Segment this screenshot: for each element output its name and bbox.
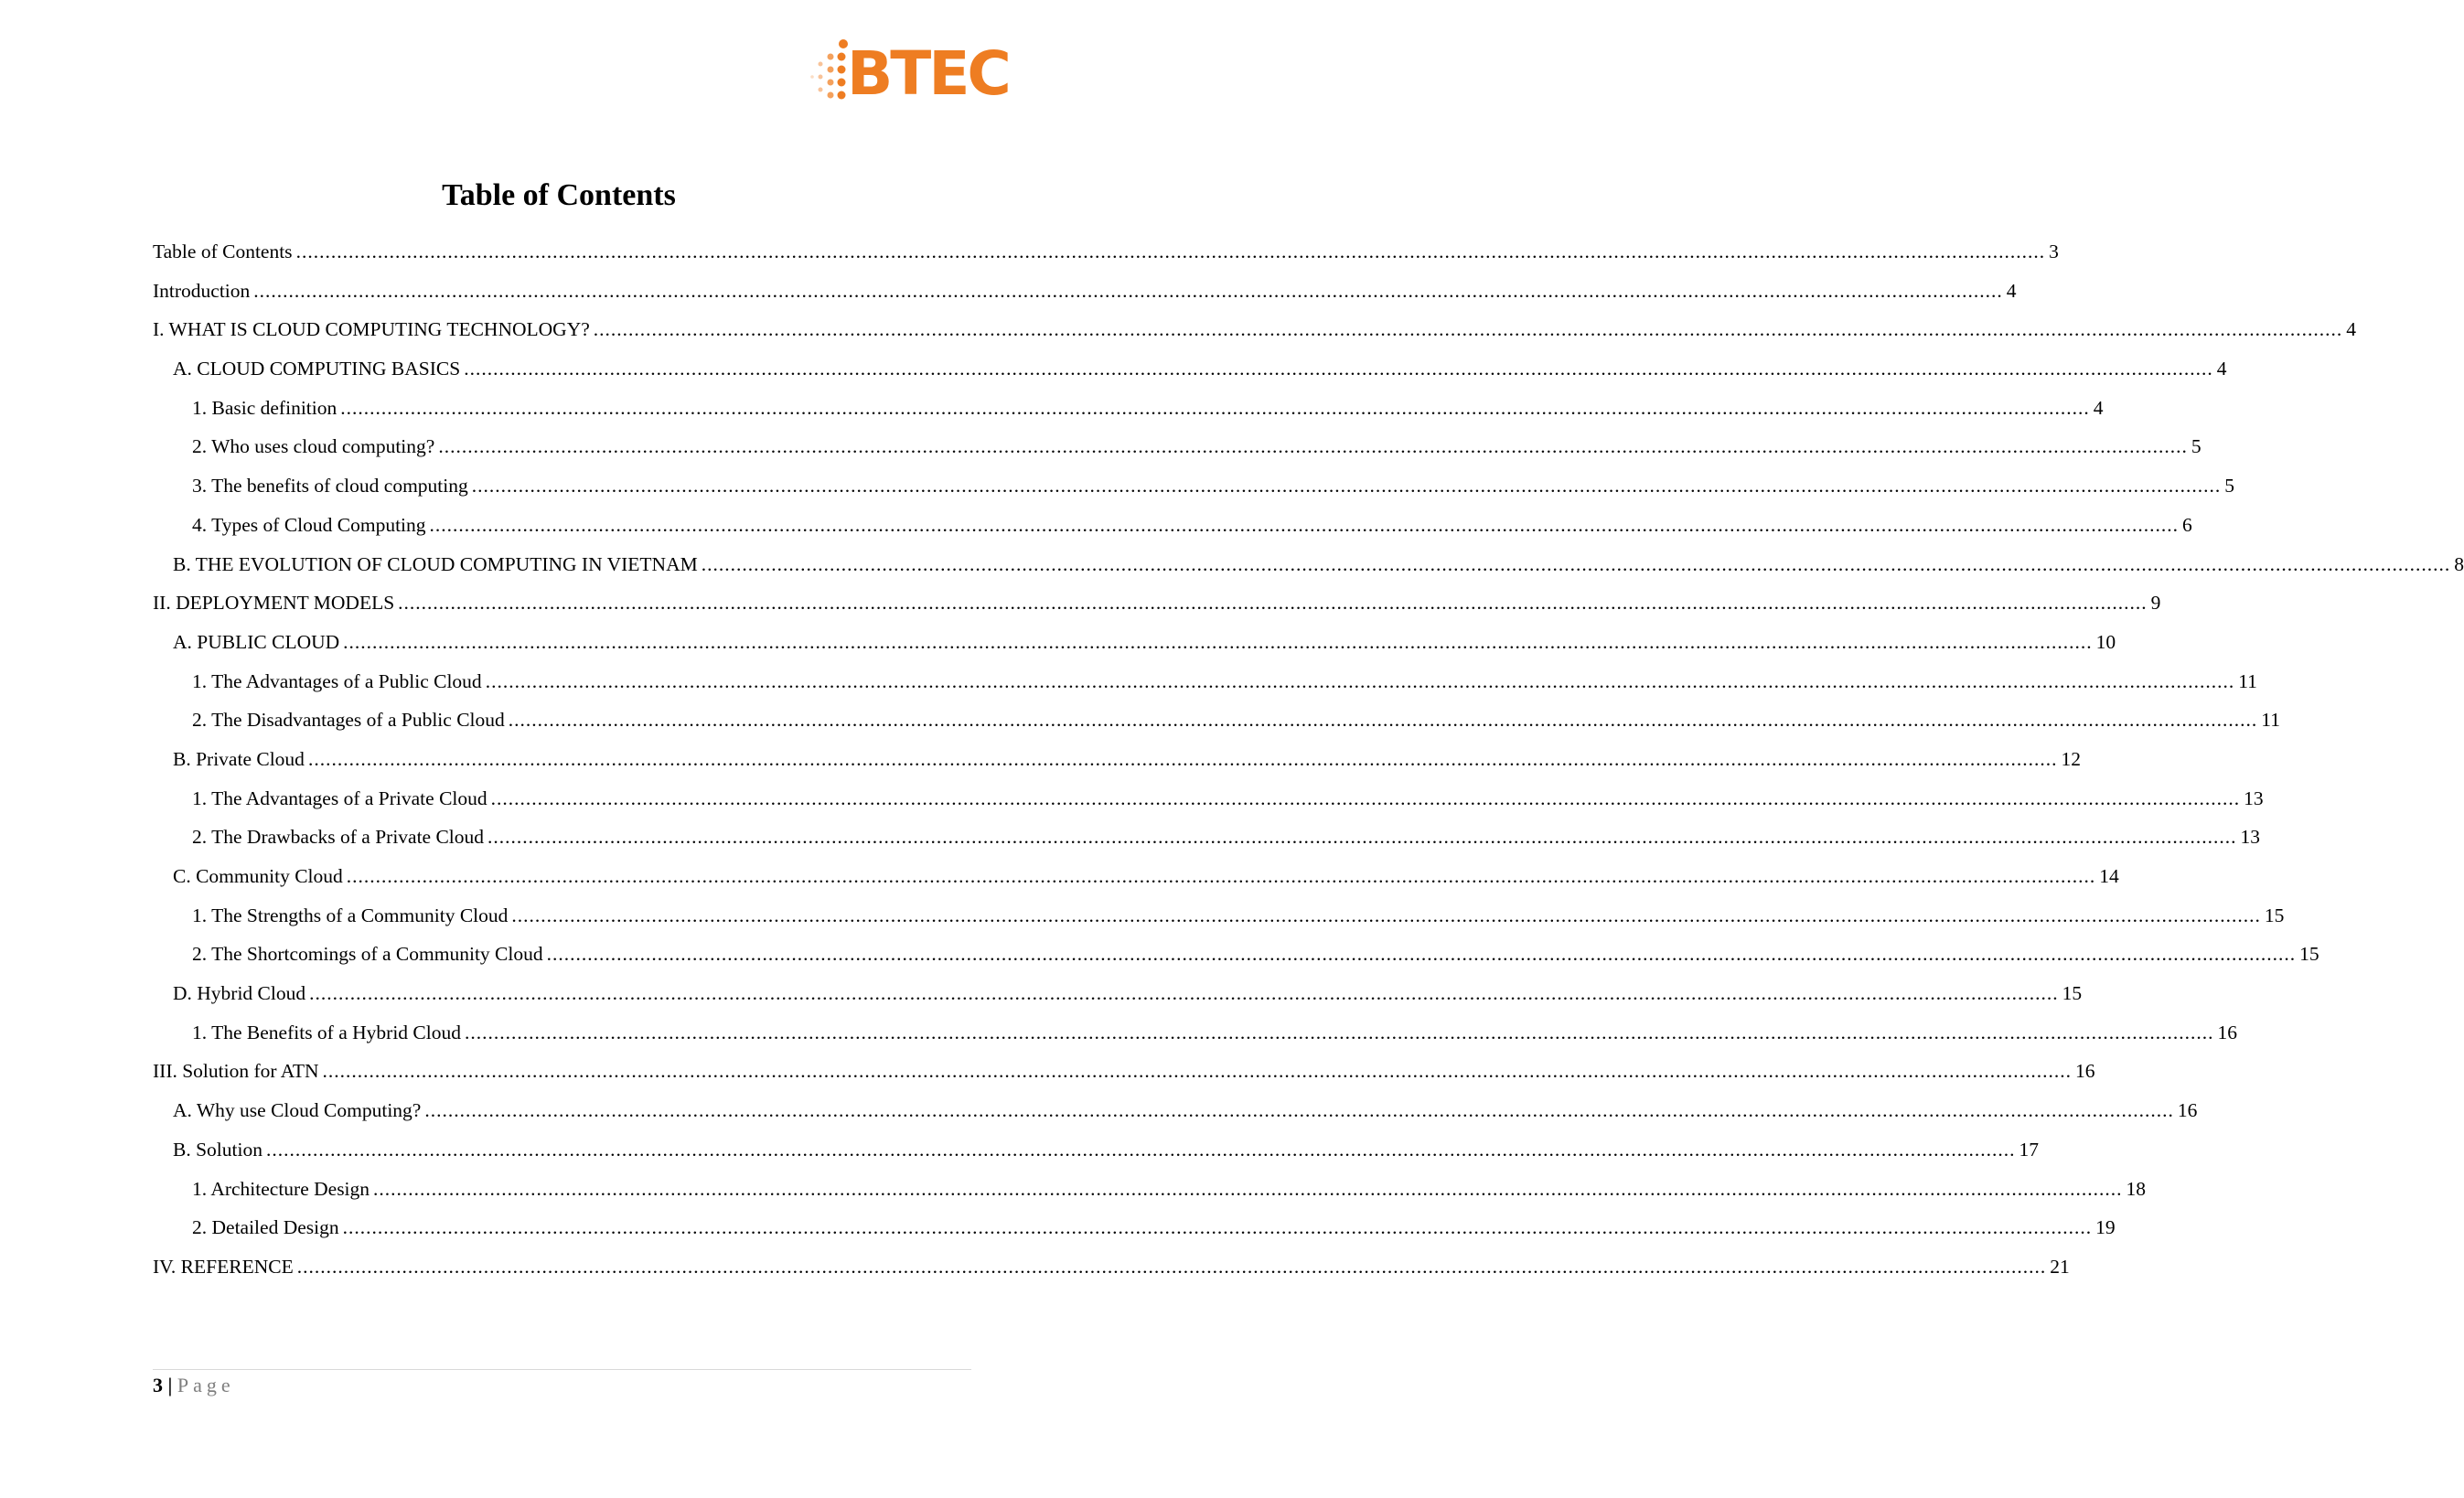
toc-entry[interactable] [153,974,2083,1013]
toc-entry-title: 1. Architecture Design [192,1177,370,1200]
toc-entry[interactable] [153,1130,2039,1170]
toc-dot-leader: ............................................................................................................................................................................................................................................................................................................ [295,241,2046,262]
toc-entry-page: 12 [2061,747,2081,770]
toc-entry[interactable] [153,545,2464,584]
toc-entry-title: C. Community Cloud [173,865,343,887]
toc-entry-title: 2. The Shortcomings of a Community Cloud [192,943,543,966]
toc-entry-title: B. THE EVOLUTION OF CLOUD COMPUTING IN VIETNAM [173,552,698,575]
toc-entry-title: 1. The Advantages of a Private Cloud [192,786,487,809]
toc-entry-title: II. DEPLOYMENT MODELS [153,592,395,615]
toc-entry-title: A. CLOUD COMPUTING BASICS [173,358,461,380]
toc-entry-page: 6 [2182,513,2192,536]
toc-entry-page: 3 [2049,241,2059,262]
toc-dot-leader: ............................................................................................................................................................................................................................................................................................................ [464,358,2213,380]
toc-entry[interactable] [153,857,2119,896]
toc-dot-leader: ............................................................................................................................................................................................................................................................................................................ [471,475,2222,498]
toc-dot-leader: ............................................................................................................................................................................................................................................................................................................ [343,630,2093,653]
toc-entry-title: Introduction [153,279,251,302]
toc-dot-leader: ............................................................................................................................................................................................................................................................................................................ [701,552,2451,575]
toc-entry-page: 9 [2150,592,2161,615]
logo-dots-icon [809,37,849,110]
toc-entry[interactable] [153,466,2234,506]
toc-entry-title: Table of Contents [153,241,293,262]
toc-entry-title: IV. REFERENCE [153,1255,294,1278]
toc-entry-page: 4 [2006,279,2017,302]
toc-entry[interactable] [153,389,2104,428]
page-footer [153,1372,235,1399]
toc-entry[interactable] [153,1247,2070,1287]
toc-entry-title: 1. Basic definition [192,396,337,419]
footer-page-label: Page [177,1374,235,1396]
toc-entry[interactable] [153,506,2192,545]
toc-dot-leader: ............................................................................................................................................................................................................................................................................................................ [322,1060,2073,1083]
toc-entry-page: 11 [2238,669,2257,692]
toc-dot-leader: ............................................................................................................................................................................................................................................................................................................ [487,826,2237,849]
logo-wordmark: BTEC [847,38,1009,109]
toc-entry-title: B. Solution [173,1138,262,1161]
toc-entry-title: I. WHAT IS CLOUD COMPUTING TECHNOLOGY? [153,318,590,341]
toc-entry-title: 3. The benefits of cloud computing [192,475,468,498]
toc-entry-title: 1. The Advantages of a Public Cloud [192,669,482,692]
table-of-contents [153,232,2464,1287]
toc-dot-leader: ............................................................................................................................................................................................................................................................................................................ [511,904,2261,926]
toc-entry-title: 2. The Disadvantages of a Public Cloud [192,709,505,732]
toc-entry-title: 1. The Strengths of a Community Cloud [192,904,509,926]
toc-entry-page: 21 [2050,1255,2070,1278]
toc-entry[interactable] [153,1052,2095,1091]
toc-entry-page: 5 [2191,435,2202,458]
toc-entry-page: 17 [2019,1138,2039,1161]
toc-entry-page: 16 [2177,1099,2198,1122]
toc-dot-leader: ............................................................................................................................................................................................................................................................................................................ [340,396,2090,419]
toc-entry[interactable] [153,623,2116,662]
btec-logo [809,37,1028,110]
toc-entry-page: 13 [2244,786,2264,809]
toc-entry-page: 16 [2075,1060,2095,1083]
toc-entry-title: 2. Who uses cloud computing? [192,435,435,458]
toc-dot-leader: ............................................................................................................................................................................................................................................................................................................ [490,786,2241,809]
page-title: Table of Contents [442,178,676,212]
toc-entry[interactable] [153,583,2161,623]
toc-dot-leader: ............................................................................................................................................................................................................................................................................................................ [438,435,2188,458]
toc-entry-page: 15 [2299,943,2319,966]
toc-entry[interactable] [153,1091,2198,1130]
toc-entry-page: 15 [2062,982,2083,1005]
toc-entry-page: 15 [2264,904,2285,926]
toc-entry-page: 4 [2093,396,2104,419]
toc-entry-title: III. Solution for ATN [153,1060,319,1083]
toc-entry[interactable] [153,779,2264,819]
toc-entry-title: A. Why use Cloud Computing? [173,1099,422,1122]
toc-dot-leader: ............................................................................................................................................................................................................................................................................................................ [309,982,2059,1005]
toc-entry-title: 1. The Benefits of a Hybrid Cloud [192,1021,461,1043]
toc-entry-title: 2. Detailed Design [192,1216,339,1239]
toc-dot-leader: ............................................................................................................................................................................................................................................................................................................ [296,1255,2047,1278]
toc-dot-leader: ............................................................................................................................................................................................................................................................................................................ [398,592,2148,615]
toc-entry-page: 4 [2346,318,2357,341]
toc-entry[interactable] [153,310,2357,349]
toc-entry-title: 2. The Drawbacks of a Private Cloud [192,826,485,849]
toc-entry-page: 10 [2095,630,2116,653]
toc-dot-leader: ............................................................................................................................................................................................................................................................................................................ [346,865,2096,887]
toc-entry-page: 14 [2099,865,2119,887]
toc-dot-leader: ............................................................................................................................................................................................................................................................................................................ [253,279,2003,302]
footer-page-number: 3 [153,1374,163,1396]
toc-entry[interactable] [153,701,2280,740]
toc-entry-page: 8 [2454,552,2464,575]
toc-entry-page: 5 [2224,475,2234,498]
toc-entry[interactable] [153,935,2319,974]
toc-entry-page: 18 [2126,1177,2147,1200]
toc-entry-title: 4. Types of Cloud Computing [192,513,426,536]
toc-dot-leader: ............................................................................................................................................................................................................................................................................................................ [508,709,2258,732]
toc-entry[interactable] [153,349,2227,389]
toc-entry-page: 11 [2261,709,2280,732]
toc-entry-title: B. Private Cloud [173,747,305,770]
toc-entry[interactable] [153,272,2017,311]
toc-entry[interactable] [153,1013,2237,1053]
toc-dot-leader: ............................................................................................................................................................................................................................................................................................................ [373,1177,2123,1200]
toc-entry-title: A. PUBLIC CLOUD [173,630,340,653]
toc-entry[interactable] [153,427,2202,466]
toc-entry-page: 19 [2095,1216,2116,1239]
toc-dot-leader: ............................................................................................................................................................................................................................................................................................................ [307,747,2058,770]
toc-dot-leader: ............................................................................................................................................................................................................................................................................................................ [485,669,2235,692]
toc-dot-leader: ............................................................................................................................................................................................................................................................................................................ [465,1021,2214,1043]
footer-separator: | [167,1374,173,1396]
toc-entry[interactable] [153,232,2059,272]
toc-entry[interactable] [153,662,2257,701]
toc-entry[interactable] [153,740,2081,779]
toc-dot-leader: ............................................................................................................................................................................................................................................................................................................ [429,513,2180,536]
toc-dot-leader: ............................................................................................................................................................................................................................................................................................................ [342,1216,2093,1239]
toc-entry-page: 13 [2240,826,2261,849]
toc-entry[interactable] [153,818,2261,857]
toc-entry-title: D. Hybrid Cloud [173,982,306,1005]
toc-dot-leader: ............................................................................................................................................................................................................................................................................................................ [546,943,2297,966]
toc-entry[interactable] [153,1208,2116,1247]
toc-dot-leader: ............................................................................................................................................................................................................................................................................................................ [424,1099,2174,1122]
toc-entry-page: 16 [2217,1021,2237,1043]
toc-entry-page: 4 [2216,358,2227,380]
toc-dot-leader: ............................................................................................................................................................................................................................................................................................................ [265,1138,2016,1161]
toc-dot-leader: ............................................................................................................................................................................................................................................................................................................ [593,318,2343,341]
footer-divider [153,1369,971,1370]
toc-entry[interactable] [153,1170,2147,1209]
toc-entry[interactable] [153,896,2285,936]
